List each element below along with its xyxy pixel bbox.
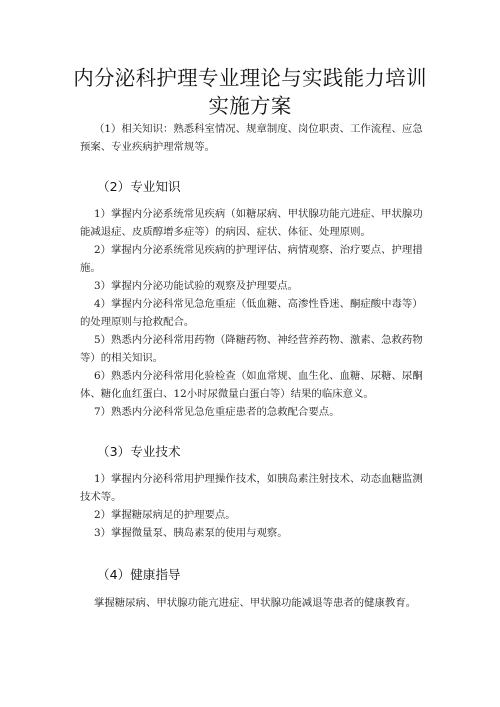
knowledge-item-1: 1）掌握内分泌系统常见疾病（如糖尿病、甲状腺功能亢进症、甲状腺功能减退症、皮质醇增多症等）的病因、症状、体征、处理原则。: [80, 208, 423, 238]
technique-item-2: 2）掌握糖尿病足的护理要点。: [94, 509, 236, 521]
knowledge-item-4: 4）掌握内分泌科常见急危重症（低血糖、高渗性昏迷、酮症酸中毒等）的处理原则与抢救配合。: [80, 298, 423, 328]
health-guidance-item-1: 掌握糖尿病、甲状腺功能亢进症、甲状腺功能减退等患者的健康教育。: [94, 597, 417, 609]
section-heading-professional-technique: （3）专业技术: [97, 444, 181, 459]
intro-paragraph: （1）相关知识：熟悉科室情况、规章制度、岗位职责、工作流程、应急预案、专业疾病护理常规等。: [80, 123, 423, 153]
section-heading-health-guidance: （4）健康指导: [97, 567, 181, 582]
technique-item-1: 1）掌握内分泌科常用护理操作技术，如胰岛素注射技术、动态血糖监测技术等。: [80, 473, 423, 503]
knowledge-item-7: 7）熟悉内分泌科常见急危重症患者的急救配合要点。: [94, 406, 340, 418]
knowledge-item-6: 6）熟悉内分泌科常用化验检查（如血常规、血生化、血糖、尿糖、尿酮体、糖化血红蛋白、12小时尿微量白蛋白等）结果的临床意义。: [80, 370, 423, 400]
knowledge-item-3: 3）掌握内分泌功能试验的观察及护理要点。: [94, 280, 299, 292]
document-title-line-1: 内分泌科护理专业理论与实践能力培训: [73, 66, 427, 90]
document-title-line-2: 实施方案: [208, 94, 292, 118]
technique-item-3: 3）掌握微量泵、胰岛素泵的使用与观察。: [94, 527, 288, 539]
knowledge-item-2: 2）掌握内分泌系统常见疾病的护理评估、病情观察、治疗要点、护理措施。: [80, 244, 423, 274]
section-heading-professional-knowledge: （2）专业知识: [97, 179, 181, 194]
knowledge-item-5: 5）熟悉内分泌科常用药物（降糖药物、神经营养药物、激素、急救药物等）的相关知识。: [80, 334, 423, 364]
